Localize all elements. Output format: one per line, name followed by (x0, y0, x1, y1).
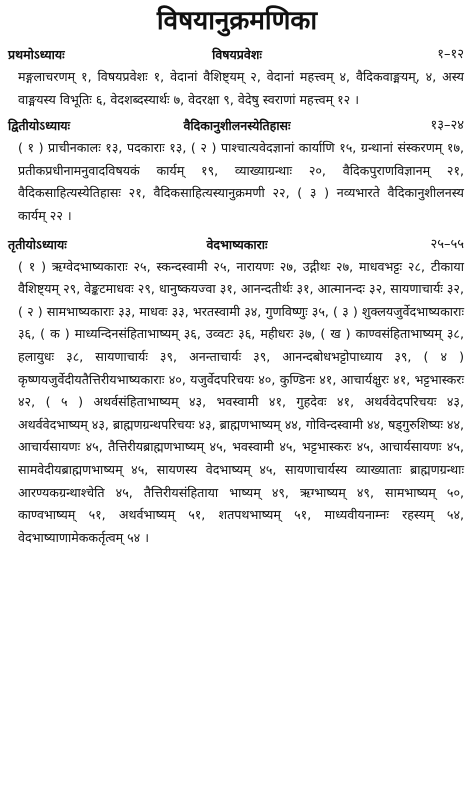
chapter-label: द्वितीयोऽध्यायः (8, 118, 71, 134)
page-range: १३–२४ (430, 118, 464, 134)
page-range: २५–५५ (430, 236, 464, 252)
chapter-heading: वैदिकानुशीलनस्येतिहासः (183, 118, 291, 134)
chapter-heading: विषयप्रवेशः (212, 47, 262, 62)
chapter-topics: मङ्गलाचरणम् १, विषयप्रवेशः १, वेदानां वैशिष्ट्यम् २, वेदानां महत्त्वम् ४, वैदिकवाङ्मयम्, ४, अस्य वाङ्मयस्य विभूतिः ६, वेदशब्दस्यार्थः ७, वेदरक्षा ९, वेदेषु स्वराणां महत्त्वम् १२ । (18, 69, 464, 107)
chapter-2 (8, 115, 466, 227)
page-range: १–१२ (437, 47, 464, 62)
page-title: विषयानुक्रमणिका (156, 6, 318, 36)
chapter-label: तृतीयोऽध्यायः (8, 236, 67, 252)
chapter-label: प्रथमोऽध्यायः (8, 47, 65, 62)
chapter-header (8, 234, 466, 256)
chapter-1 (8, 44, 466, 111)
chapter-3 (8, 234, 466, 550)
chapter-heading: वेदभाष्यकाराः (206, 236, 268, 252)
chapter-header (8, 44, 466, 66)
chapter-topics: ( १ ) प्राचीनकालः १३, पदकाराः १३, ( २ ) पाश्चात्यवेदज्ञानां कार्याणि १५, ग्रन्थानां संस्करणम् १७, प्रतीकप्रधीनामनुवादविषयकं कार्यम् १९, व्याख्याग्रन्थाः २०, वैदिकपुराणविज्ञानम् २१, वैदिकसाहित्यस्येतिहासः २१, वैदिकसाहित्यस्यानुक्रमणी २२, ( ३ ) नव्यभारते वैदिकानुशीलनस्य कार्यम् २२ । (18, 140, 464, 223)
chapter-topics: ( १ ) ऋग्वेदभाष्यकाराः २५, स्कन्दस्वामी २५, नारायणः २७, उद्गीथः २७, माधवभट्टः २८, टीकाया वैशिष्ट्यम् २९, वेङ्कटमाधवः २९, धानुष्कयज्वा ३१, आनन्दतीर्थः ३१, आत्मानन्दः ३२, सायणाचार्यः ३२, ( २ ) सामभाष्यकाराः ३३, माधवः ३३, भरतस्वामी ३४, गुणविष्णुः ३५, ( ३ ) शुक्लयजुर्वेदभाष्यकाराः ३६, ( क ) माध्यन्दिनसंहिताभाष्यम् ३६, उव्वटः ३६, महीधरः ३७, ( ख ) काण्वसंहिताभाष्यम् ३८, हलायुधः ३८, सायणाचार्यः ३९, अनन्ताचार्यः ३९, आनन्दबोधभट्टोपाध्याय ३९, ( ४ ) कृष्णयजुर्वेदीयतैत्तिरीयभाष्यकाराः ४०, यजुर्वेदपरिचयः ४०, कुण्डिनः ४१, आचार्यक्षुरः ४१, भट्टभास्करः ४२, ( ५ ) अथर्वसंहिताभाष्यम् ४३, भवस्वामी ४१, गुहदेवः ४१, अथर्ववेदपरिचयः ४३, अथर्ववेदभाष्यम् ४३, ब्राह्मणग्रन्थपरिचयः ४३, ब्राह्मणभाष्यम् ४४, गोविन्दस्वामी ४४, षड्गुरुशिष्यः ४४, आचार्यसायणः ४५, तैत्तिरीयब्राह्मणभाष्यम् ४५, भवस्वामी ४५, भट्टभास्करः ४५, आचार्यसायणः ४५, सामवेदीयब्राह्मणभाष्यम् ४५, सायणस्य वेदभाष्यम् ४५, सायणाचार्यस्य व्याख्याताः ब्राह्मणग्रन्थाः आरण्यकग्रन्थाश्चेति ४५, तैत्तिरीयसंहिताया भाष्यम् ४९, ऋग्भाष्यम् ४९, सामभाष्यम् ५०, काण्वभाष्यम् ५१, अथर्वभाष्यम् ५१, शतपथभाष्यम् ५१, माध्यवीयनाम्नः रहस्यम् ५४, वेदभाष्याणामेककर्तृत्वम् ५४ । (18, 258, 464, 545)
chapter-header (8, 115, 466, 137)
